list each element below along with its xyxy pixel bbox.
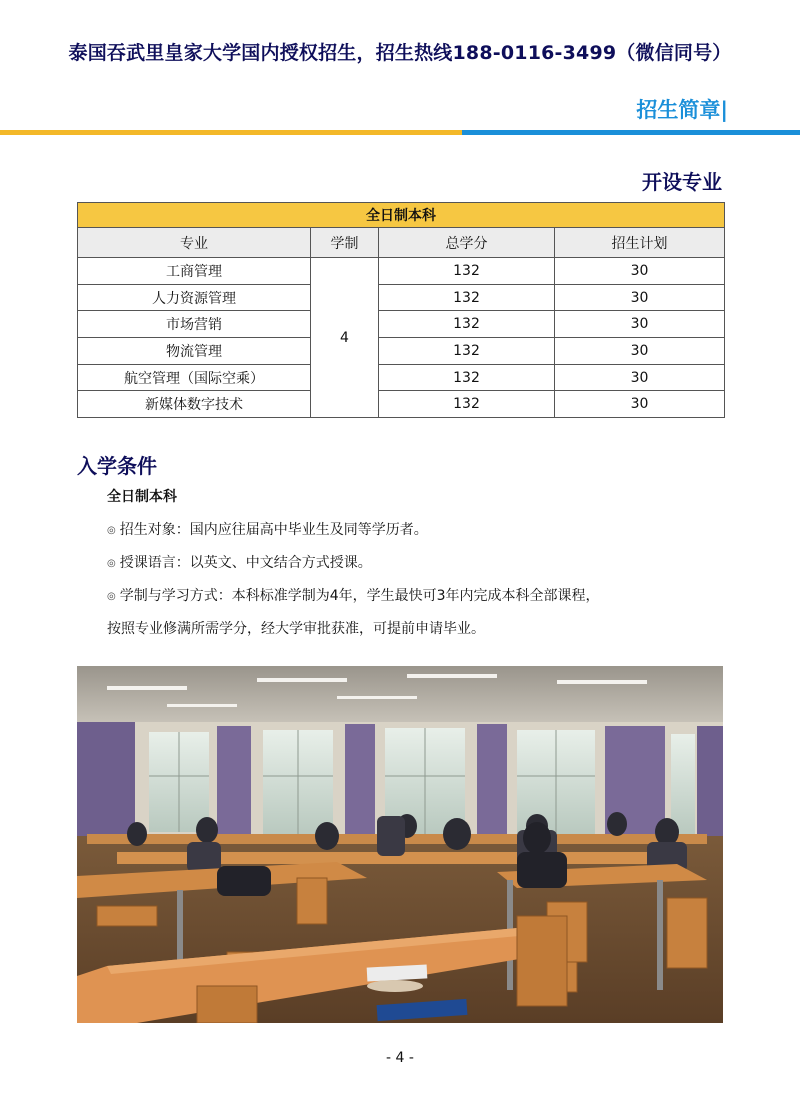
bullet-icon: ◎ <box>107 558 116 569</box>
page-number: - 4 - <box>386 1050 414 1066</box>
header-rule-blue <box>462 130 800 135</box>
credits-cell: 132 <box>379 311 555 338</box>
table-caption: 全日制本科 <box>78 203 725 228</box>
major-cell: 人力资源管理 <box>78 284 311 311</box>
table-row <box>78 311 725 338</box>
header-rule-yellow <box>0 130 462 135</box>
column-header-quota: 招生计划 <box>555 228 725 258</box>
quota-cell: 30 <box>555 364 725 391</box>
credits-cell: 132 <box>379 338 555 365</box>
column-header-major: 专业 <box>78 228 311 258</box>
major-cell: 工商管理 <box>78 258 311 285</box>
major-cell: 市场营销 <box>78 311 311 338</box>
quota-cell: 30 <box>555 311 725 338</box>
library-study-room-photo <box>77 666 723 1023</box>
bullet-icon: ◎ <box>107 591 116 602</box>
admission-item <box>107 585 600 605</box>
admission-subtitle: 全日制本科 <box>107 489 177 505</box>
hotline-banner: 泰国吞武里皇家大学国内授权招生，招生热线188-0116-3499（微信同号） <box>68 42 732 64</box>
credits-cell: 132 <box>379 364 555 391</box>
quota-cell: 30 <box>555 391 725 418</box>
bullet-icon: ◎ <box>107 525 116 536</box>
table-row <box>78 284 725 311</box>
credits-cell: 132 <box>379 258 555 285</box>
admission-section-title: 入学条件 <box>77 454 157 478</box>
quota-cell: 30 <box>555 284 725 311</box>
credits-cell: 132 <box>379 391 555 418</box>
quota-cell: 30 <box>555 338 725 365</box>
table-row <box>78 258 725 285</box>
admission-item-text: 授课语言：以英文、中文结合方式授课。 <box>119 555 372 571</box>
major-cell: 物流管理 <box>78 338 311 365</box>
brochure-tag: 招生简章| <box>636 98 728 122</box>
table-row <box>78 391 725 418</box>
majors-section-title: 开设专业 <box>642 170 722 194</box>
credits-cell: 132 <box>379 284 555 311</box>
admission-item-text: 招生对象：国内应往届高中毕业生及同等学历者。 <box>119 522 428 538</box>
column-header-credits: 总学分 <box>379 228 555 258</box>
major-cell: 航空管理（国际空乘） <box>78 364 311 391</box>
admission-item <box>107 552 372 572</box>
admission-item <box>107 519 428 539</box>
majors-table <box>77 202 725 418</box>
table-row <box>78 338 725 365</box>
column-header-duration: 学制 <box>311 228 379 258</box>
duration-cell: 4 <box>311 258 379 418</box>
admission-item-text: 学制与学习方式：本科标准学制为4年，学生最快可3年内完成本科全部课程， <box>119 588 600 604</box>
quota-cell: 30 <box>555 258 725 285</box>
table-row <box>78 364 725 391</box>
major-cell: 新媒体数字技术 <box>78 391 311 418</box>
admission-item-continuation: 按照专业修满所需学分，经大学审批获准，可提前申请毕业。 <box>107 621 485 637</box>
